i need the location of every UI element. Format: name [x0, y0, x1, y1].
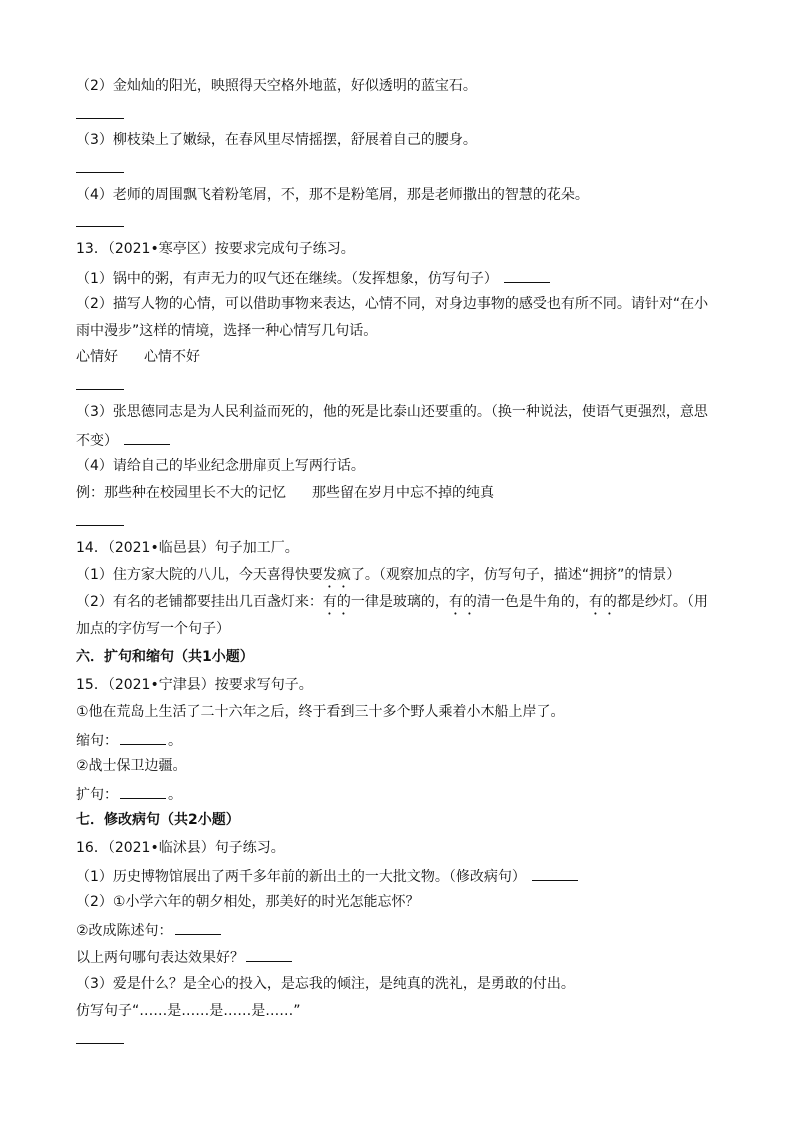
question-13-item-3-line2	[76, 430, 734, 450]
text-part: 清一色是牛角的，	[476, 594, 589, 610]
shorten-answer-row	[76, 730, 734, 750]
dotted-word: 有的	[588, 594, 617, 610]
which-better-row	[76, 947, 734, 967]
mood-good: 心情好	[76, 349, 118, 365]
text-part: 了。（观察加点的字，仿写句子，描述“拥挤”的情景）	[350, 567, 681, 583]
dotted-word: 发疯	[322, 567, 351, 583]
answer-blank[interactable]	[175, 920, 221, 935]
question-14-title: 14．（2021•临邑县）句子加工厂。	[76, 540, 299, 556]
answer-blank[interactable]	[124, 430, 170, 445]
answer-line	[76, 172, 124, 173]
answer-line	[76, 1043, 124, 1044]
period: 。	[168, 787, 182, 803]
question-13-item-4: （4）请给自己的毕业纪念册扉页上写两行话。	[76, 458, 365, 474]
question-15-item-2: ②战士保卫边疆。	[76, 758, 187, 774]
answer-line	[76, 525, 124, 526]
answer-line	[76, 226, 124, 227]
dotted-word: 有的	[448, 594, 477, 610]
question-text: （1）历史博物馆展出了两千多年前的新出土的一大批文物。（修改病句）	[76, 869, 526, 885]
answer-blank[interactable]	[504, 268, 550, 283]
example-sentence	[76, 484, 734, 502]
answer-line	[76, 118, 124, 119]
mood-bad: 心情不好	[144, 349, 200, 365]
answer-line	[76, 389, 124, 390]
expand-label: 扩句：	[76, 787, 118, 803]
question-16-title: 16．（2021•临沭县）句子练习。	[76, 840, 285, 856]
question-13-item-2-line2: 雨中漫步”这样的情境，选择一种心情写几句话。	[76, 323, 378, 339]
question-12-item-3: （3）柳枝染上了嫩绿，在春风里尽情摇摆，舒展着自己的腰身。	[76, 132, 477, 148]
mood-options	[76, 348, 734, 366]
text-part: （2）有名的老铺都要挂出几百盏灯来：	[76, 594, 323, 610]
question-16-item-3: （3）爱是什么？是全心的投入，是忘我的倾注，是纯真的洗礼，是勇敢的付出。	[76, 976, 575, 992]
answer-blank[interactable]	[120, 730, 166, 745]
section-7-heading: 七．修改病句（共2小题）	[76, 812, 240, 828]
answer-blank[interactable]	[246, 947, 292, 962]
section-6-heading: 六．扩句和缩句（共1小题）	[76, 649, 254, 665]
question-15-title: 15．（2021•宁津县）按要求写句子。	[76, 677, 313, 693]
question-13-item-2-line1: （2）描写人物的心情，可以借助事物来表达，心情不同，对身边事物的感受也有所不同。请针对“在小	[76, 296, 709, 312]
question-12-item-2: （2）金灿灿的阳光，映照得天空格外地蓝，好似透明的蓝宝石。	[76, 78, 477, 94]
example-part-a: 例：那些种在校园里长不大的记忆	[76, 485, 286, 501]
question-14-item-1	[76, 566, 734, 591]
shorten-label: 缩句：	[76, 733, 118, 749]
question-text: ②改成陈述句：	[76, 923, 173, 939]
question-14-item-2-line2: 加点的字仿写一个句子）	[76, 621, 230, 637]
question-13-item-1	[76, 268, 734, 288]
question-12-item-4: （4）老师的周围飘飞着粉笔屑，不，那不是粉笔屑，那是老师撒出的智慧的花朵。	[76, 187, 589, 203]
period: 。	[168, 733, 182, 749]
question-13-title: 13．（2021•寒亭区）按要求完成句子练习。	[76, 241, 355, 257]
text-part: （1）住方家大院的八儿，今天喜得快要	[76, 567, 323, 583]
example-part-b: 那些留在岁月中忘不掉的纯真	[312, 485, 494, 501]
question-text: （1）锅中的粥，有声无力的叹气还在继续。（发挥想象，仿写句子）	[76, 271, 498, 287]
answer-blank[interactable]	[532, 866, 578, 881]
question-16-item-1	[76, 866, 734, 886]
text-part: 一律是玻璃的，	[350, 594, 449, 610]
imitate-instruction: 仿写句子“……是……是……是……”	[76, 1003, 301, 1019]
text-part: 都是纱灯。（用	[616, 594, 708, 610]
question-text: 以上两句哪句表达效果好？	[76, 950, 244, 966]
question-15-item-1: ①他在荒岛上生活了二十六年之后，终于看到三十多个野人乘着小木船上岸了。	[76, 704, 565, 720]
question-text: 不变）	[76, 433, 118, 449]
declarative-answer-row	[76, 920, 734, 940]
answer-blank[interactable]	[120, 784, 166, 799]
dotted-word: 有的	[322, 594, 351, 610]
question-13-item-3-line1: （3）张思德同志是为人民利益而死的，他的死是比泰山还要重的。（换一种说法，使语气更强烈，意思	[76, 404, 708, 420]
question-14-item-2-line1	[76, 593, 734, 618]
question-16-item-2: （2）①小学六年的朝夕相处，那美好的时光怎能忘怀？	[76, 894, 420, 910]
expand-answer-row	[76, 784, 734, 804]
